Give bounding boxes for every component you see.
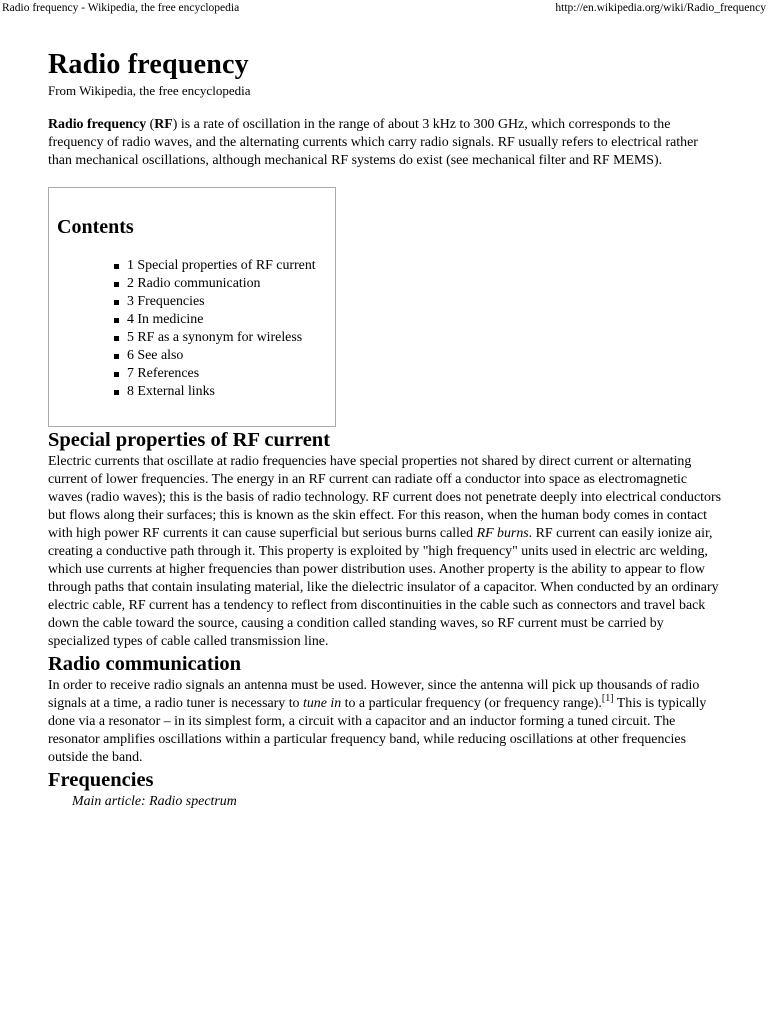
toc-item[interactable]: 4 In medicine bbox=[112, 311, 335, 329]
reference-link[interactable]: [1] bbox=[601, 693, 614, 704]
emphasis-tune-in: tune in bbox=[302, 696, 342, 711]
section-heading-frequencies: Frequencies bbox=[48, 769, 154, 791]
lead-rest: ) is a rate of oscillation in the range of about 3 kHz to 300 GHz, which corresponds to the frequency of radio waves, and the alternating currents which carry radio signals. RF usually refers to electrical rather than mechanical oscillations, although mechanical RF systems do exist (see mechanical filter and RF MEMS). bbox=[48, 117, 698, 168]
toc-item[interactable]: 7 References bbox=[112, 365, 335, 383]
toc-item[interactable]: 8 External links bbox=[112, 383, 335, 401]
section-heading-special-properties: Special properties of RF current bbox=[48, 429, 331, 451]
paragraph-text: to a particular frequency (or frequency range). bbox=[341, 696, 602, 711]
paragraph-text: . RF current can easily ionize air, creating a conductive path through it. This property is exploited by "high frequency" units used in electric arc welding, which use currents at higher frequencies than power distribution uses. Another property is the ability to appear to flow through paths that contain insulating material, like the dielectric insulator of a capacitor. When conducted by an ordinary electric cable, RF current has a tendency to reflect from discontinuities in the cable such as connectors and travel back down the cable toward the source, causing a condition called standing waves, so RF current must be carried by specialized types of cable called transmission line. bbox=[48, 526, 719, 649]
page-title: Radio frequency bbox=[48, 49, 249, 80]
print-header-title: Radio frequency - Wikipedia, the free encyclopedia bbox=[2, 2, 240, 14]
paragraph-text: Electric currents that oscillate at radio frequencies have special properties not shared by direct current or alternating current of lower frequencies. The energy in an RF current can radiate off a conductor into space as electromagnetic waves (radio waves); this is the basis of radio technology. RF current does not penetrate deeply into electrical conductors but flows along their surfaces; this is known as the skin effect. For this reason, when the human body comes in contact with high power RF currents it can cause superficial but serious burns called bbox=[48, 454, 721, 541]
paragraph-text: In order to receive radio signals an antenna must be used. However, since the antenna will pick up thousands of radio signals at a time, a radio tuner is necessary to bbox=[48, 678, 700, 711]
toc-item[interactable]: 2 Radio communication bbox=[112, 275, 335, 293]
toc-heading: Contents bbox=[57, 216, 134, 238]
lead-paragraph bbox=[48, 116, 724, 170]
article-content bbox=[48, 48, 724, 811]
toc-list bbox=[57, 257, 335, 401]
paragraph-text: This is typically done via a resonator – in its simplest form, a circuit with a capacitor and an inductor forming a tuned circuit. The resonator amplifies oscillations within a particular frequency band, while reducing oscillations at other frequencies outside the band. bbox=[48, 696, 707, 765]
print-header-url[interactable]: http://en.wikipedia.org/wiki/Radio_frequency bbox=[555, 2, 766, 14]
toc-item[interactable]: 5 RF as a synonym for wireless bbox=[112, 329, 335, 347]
main-article-hatnote[interactable]: Main article: Radio spectrum bbox=[72, 794, 237, 809]
toc-item[interactable]: 1 Special properties of RF current bbox=[112, 257, 335, 275]
lead-term: Radio frequency bbox=[48, 117, 147, 132]
lead-open: ( bbox=[146, 117, 155, 132]
site-subtitle: From Wikipedia, the free encyclopedia bbox=[48, 83, 251, 98]
section-paragraph-radio-communication bbox=[48, 677, 724, 767]
toc-item[interactable]: 3 Frequencies bbox=[112, 293, 335, 311]
toc-item[interactable]: 6 See also bbox=[112, 347, 335, 365]
section-paragraph-special-properties bbox=[48, 453, 724, 651]
emphasis-rf-burns: RF burns bbox=[476, 526, 529, 541]
table-of-contents bbox=[48, 187, 336, 427]
lead-abbr: RF bbox=[154, 117, 173, 132]
section-heading-radio-communication: Radio communication bbox=[48, 653, 242, 675]
